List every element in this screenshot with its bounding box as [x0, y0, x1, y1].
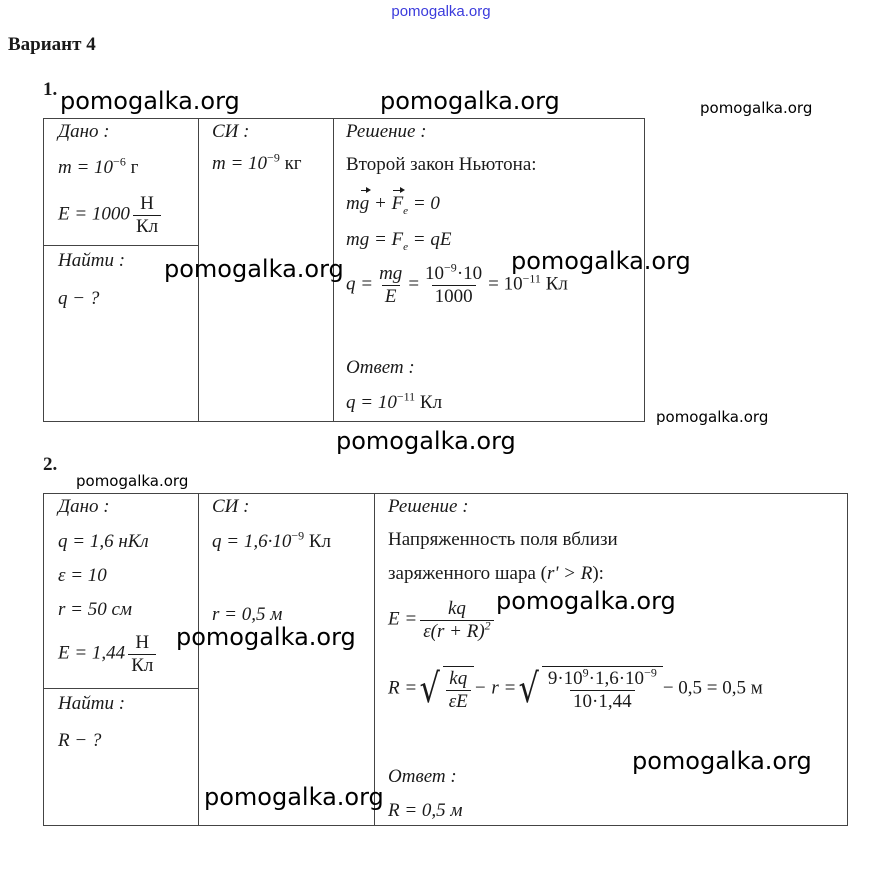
p1-si-mass: $m = 10^{-9}$ кг: [212, 150, 302, 174]
watermark: pomogalka.org: [60, 87, 240, 115]
page-title: Вариант 4: [8, 34, 96, 55]
p2-given-header: Дано :: [58, 496, 110, 517]
p1-eq-vector: mg + $F_e = 0$: [346, 193, 440, 217]
p2-answer: R = 0,5 м: [388, 800, 463, 821]
site-link[interactable]: pomogalka.org: [391, 3, 491, 20]
p2-solution-cell: [375, 494, 847, 825]
p2-answer-header: Ответ :: [388, 766, 457, 787]
watermark: pomogalka.org: [700, 99, 813, 117]
p2-line-2: заряженного шара (r' > R):: [388, 563, 604, 584]
watermark: pomogalka.org: [380, 87, 560, 115]
p1-given-header: Дано :: [58, 121, 110, 142]
p1-answer: $q = 10^{-11}$ Кл: [346, 389, 443, 413]
p1-given-mass: $m = 10^{-6}$ г: [58, 154, 139, 178]
p2-si-charge: $q = 1,6\cdot 10^{-9}$ Кл: [212, 528, 332, 552]
p1-given-cell: [44, 119, 198, 245]
p2-given-charge: q = 1,6 нКл: [58, 531, 149, 552]
p2-si-radius: r = 0,5 м: [212, 604, 283, 625]
p2-solution-header: Решение :: [388, 496, 469, 517]
p2-given-eps: ε = 10: [58, 565, 107, 586]
watermark: pomogalka.org: [176, 623, 356, 651]
p1-find-value: q − ?: [58, 288, 100, 309]
p1-eq-force: mg = $F_e$ = qE: [346, 229, 452, 253]
watermark: pomogalka.org: [164, 255, 344, 283]
watermark: pomogalka.org: [204, 783, 384, 811]
p1-find-header: Найти :: [58, 250, 126, 271]
p2-eq-radius: R = √ $\frac{kq}{\varepsilon E}$ − r = √ $\frac{9\cdot 10^9\cdot 1,6\cdot 10^{-9}}{10\cdot 1,44}$ − 0,5 = 0,5 м: [388, 665, 763, 713]
watermark: pomogalka.org: [511, 247, 691, 275]
p2-eq-field: E = $\frac{kq}{\varepsilon(r + R)^2}$: [388, 598, 497, 643]
p2-find-value: R − ?: [58, 729, 102, 751]
p2-given-field: E = 1,44 $\frac{Н}{Кл}$: [58, 632, 159, 677]
p2-si-cell: [199, 494, 374, 825]
p2-find-header: Найти :: [58, 692, 126, 714]
problem-2-table: [43, 493, 848, 826]
problem-2-number: 2.: [43, 454, 58, 475]
watermark: pomogalka.org: [76, 472, 189, 490]
watermark: pomogalka.org: [336, 427, 516, 455]
p1-si-header: СИ :: [212, 121, 250, 142]
p2-line-1: Напряженность поля вблизи: [388, 529, 618, 550]
p1-eq-charge: q = $\frac{mg}{E}$ = $\frac{10^{-9}\cdot 10}{1000}$ = $10^{-11}$ Кл: [346, 260, 568, 307]
watermark: pomogalka.org: [656, 408, 769, 426]
p1-newton-law: Второй закон Ньютона:: [346, 154, 537, 175]
p1-given-field: E = 1000 $\frac{Н}{Кл}$: [58, 193, 164, 238]
watermark: pomogalka.org: [496, 587, 676, 615]
p2-given-radius: r = 50 см: [58, 599, 133, 620]
p1-solution-header: Решение :: [346, 121, 427, 142]
p1-answer-header: Ответ :: [346, 357, 415, 378]
problem-1-number: 1.: [43, 79, 58, 100]
watermark: pomogalka.org: [632, 747, 812, 775]
p2-find-cell: [44, 689, 198, 825]
p2-si-header: СИ :: [212, 496, 250, 517]
p2-given-cell: [44, 494, 198, 687]
